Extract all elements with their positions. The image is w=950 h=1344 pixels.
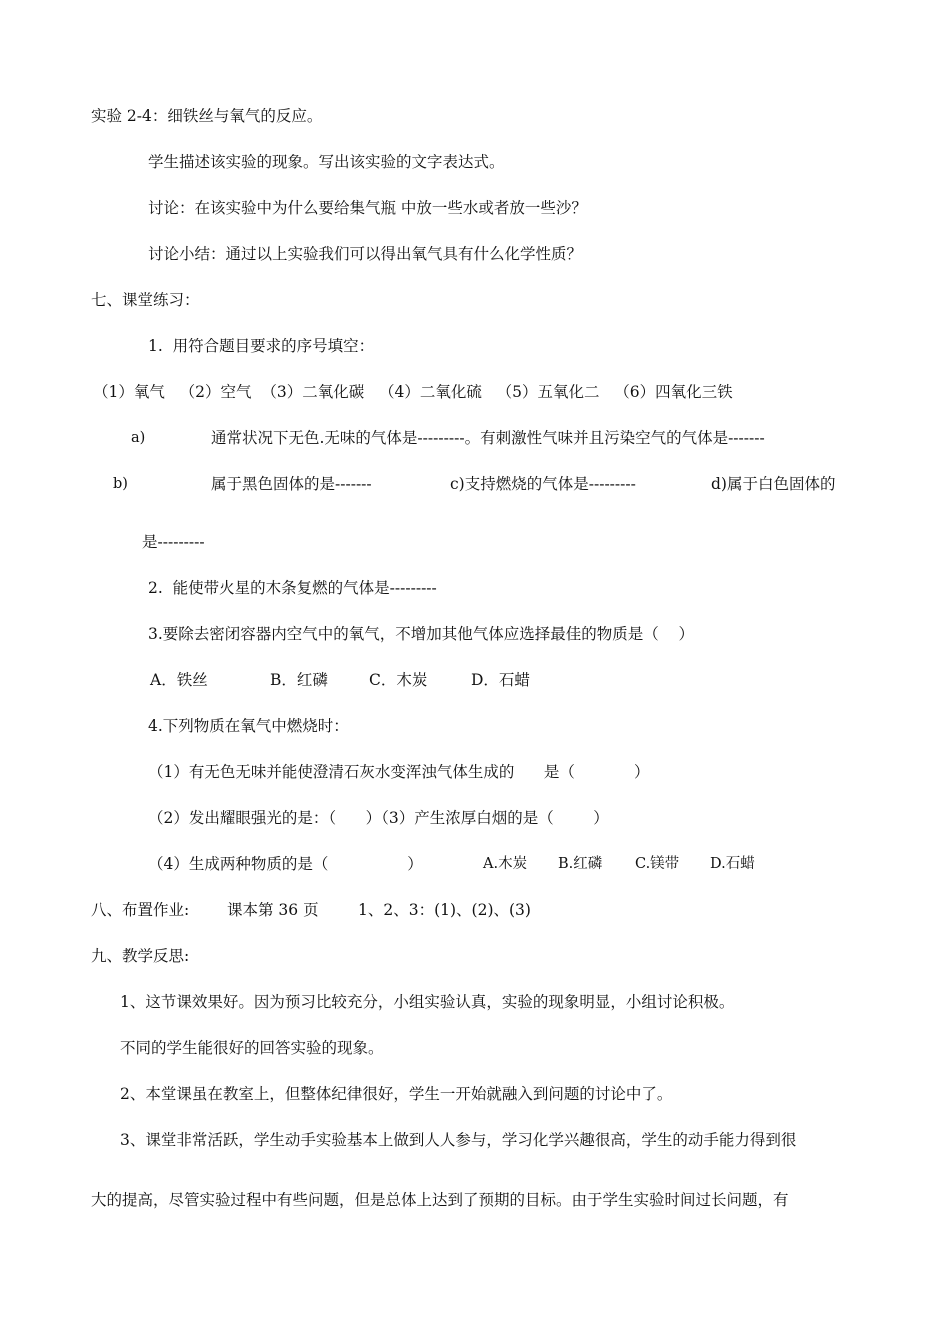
q3-stem: 3.要除去密闭容器内空气中的氧气，不增加其他气体应选择最佳的物质是（ ）	[148, 625, 694, 643]
q1-stem: 1. 用符合题目要求的序号填空：	[148, 337, 375, 355]
q4-stem: 4.下列物质在氧气中燃烧时：	[148, 717, 349, 735]
experiment-describe: 学生描述该实验的现象。写出该实验的文字表达式。	[148, 153, 505, 171]
q1-b-label: b)	[113, 476, 128, 492]
q3-option-c: C．木炭	[369, 671, 428, 689]
section7-heading: 七、课堂练习：	[91, 291, 200, 309]
section9-heading: 九、教学反思:	[91, 947, 190, 965]
section8-items: 1、2、3：(1)、(2)、(3)	[358, 901, 531, 919]
q4-part4: （4）生成两种物质的是（ ）	[148, 855, 423, 873]
q4-option-d: D.石蜡	[710, 856, 755, 872]
reflection-1-continued: 不同的学生能很好的回答实验的现象。	[120, 1039, 384, 1057]
q2-text: 2. 能使带火星的木条复燃的气体是---------	[148, 579, 437, 597]
experiment-discussion: 讨论：在该实验中为什么要给集气瓶 中放一些水或者放一些沙？	[148, 199, 587, 217]
q1-d-continued: 是---------	[142, 533, 205, 551]
q1-c-text: c)支持燃烧的气体是---------	[450, 475, 636, 493]
reflection-3: 3、课堂非常活跃，学生动手实验基本上做到人人参与，学习化学兴趣很高，学生的动手能力得到很	[120, 1131, 797, 1149]
q4-option-b: B.红磷	[558, 856, 603, 872]
q3-option-d: D．石蜡	[471, 671, 530, 689]
reflection-1: 1、这节课效果好。因为预习比较充分，小组实验认真，实验的现象明显，小组讨论积极。	[120, 993, 735, 1011]
section8-text: 课本第 36 页	[227, 901, 319, 919]
q3-option-b: B．红磷	[270, 671, 328, 689]
q1-options: （1）氧气 （2）空气 （3）二氧化碳 （4）二氧化硫 （5）五氧化二 （6）四氧化三铁	[93, 383, 733, 401]
reflection-3-continued: 大的提高，尽管实验过程中有些问题，但是总体上达到了预期的目标。由于学生实验时间过长问题，有	[91, 1191, 789, 1209]
reflection-2: 2、本堂课虽在教室上，但整体纪律很好，学生一开始就融入到问题的讨论中了。	[120, 1085, 673, 1103]
section8-heading: 八、布置作业:	[91, 901, 190, 919]
q4-option-a: A.木炭	[483, 856, 528, 872]
q4-part1: （1）有无色无味并能使澄清石灰水变浑浊气体生成的 是（ ）	[148, 763, 650, 781]
q4-option-c: C.镁带	[635, 856, 680, 872]
experiment-summary: 讨论小结：通过以上实验我们可以得出氧气具有什么化学性质？	[148, 245, 583, 263]
experiment-title: 实验 2-4：细铁丝与氧气的反应。	[91, 107, 323, 125]
q3-option-a: A．铁丝	[150, 671, 208, 689]
q4-part2-3: （2）发出耀眼强光的是：（ ）（3）产生浓厚白烟的是（ ）	[148, 809, 609, 827]
q1-a-text: 通常状况下无色.无味的气体是---------。有刺激性气味并且污染空气的气体是-------	[211, 429, 765, 447]
q1-a-label: a)	[131, 430, 146, 446]
q1-d-text: d)属于白色固体的	[711, 475, 836, 493]
q1-b-text: 属于黑色固体的是-------	[211, 475, 372, 493]
